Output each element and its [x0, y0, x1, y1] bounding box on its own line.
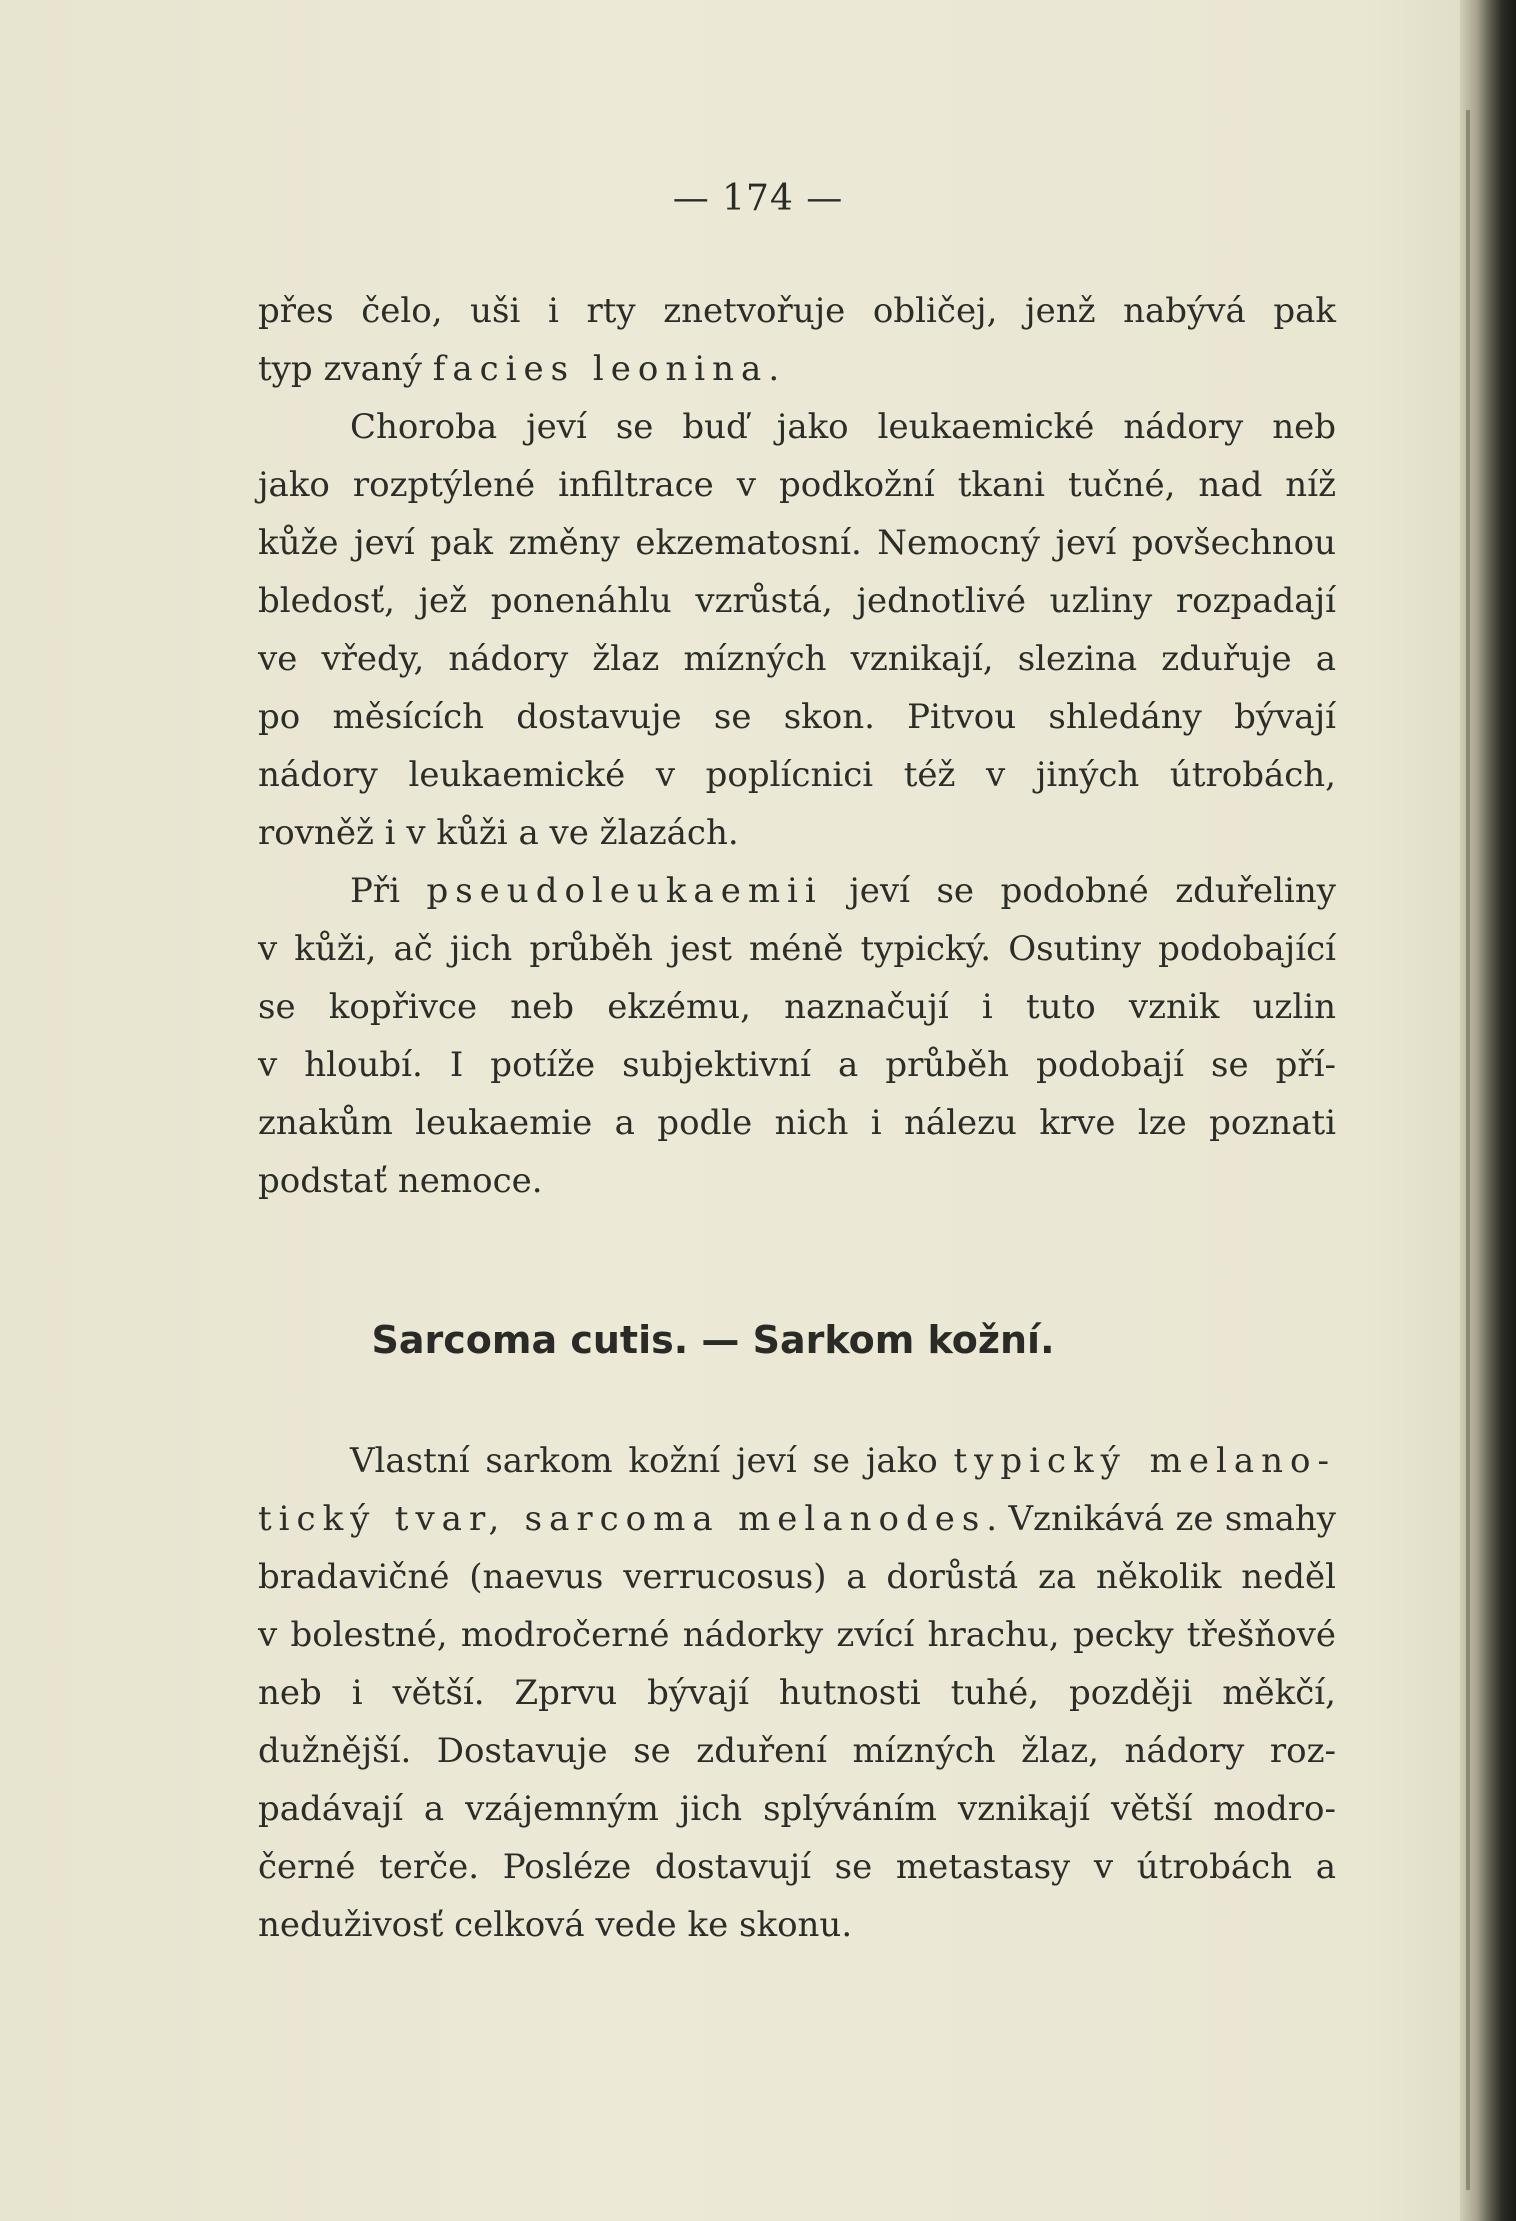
- text-fragment: typ zvaný: [258, 349, 433, 389]
- text-line: dužnější. Dostavuje se zduření mízných žlaz, nádory roz-: [258, 1731, 1336, 1771]
- text-line: znakům leukaemie a podle nich i nálezu krve lze poznati: [258, 1103, 1336, 1143]
- text-section-1: [258, 282, 1336, 1210]
- text-line: bledosť, jež ponenáhlu vzrůstá, jednotlivé uzliny rozpadají: [258, 581, 1336, 621]
- text-fragment: jeví se podobné zduřeliny: [822, 871, 1336, 911]
- paragraph-1: [258, 282, 1336, 398]
- spaced-term-facies-leonina: facies leonina: [432, 349, 769, 389]
- text-line: ve vředy, nádory žlaz mízných vznikají, slezina zduřuje a: [258, 639, 1336, 679]
- paragraph-4: [258, 1432, 1336, 1954]
- spaced-term-typicky-melanoticky: typický melano-: [953, 1441, 1337, 1481]
- text-line: se kopřivce neb ekzému, naznačují i tuto vznik uzlin: [258, 987, 1336, 1027]
- text-line: černé terče. Posléze dostavují se metastasy v útrobách a: [258, 1847, 1336, 1887]
- paragraph-2: [258, 398, 1336, 862]
- text-line: v kůži, ač jich průběh jest méně typický. Osutiny podobající: [258, 929, 1336, 969]
- page-number: — 174 —: [672, 178, 844, 219]
- text-line: v hloubí. I potíže subjektivní a průběh podobají se pří-: [258, 1045, 1336, 1085]
- text-fragment: .: [768, 349, 780, 389]
- text-line: jako rozptýlené infiltrace v podkožní tkani tučné, nad níž: [258, 465, 1336, 505]
- text-line: Choroba jeví se buď jako leukaemické nádory neb: [350, 407, 1336, 447]
- text-line: nádory leukaemické v poplícnici též v jiných útrobách,: [258, 755, 1336, 795]
- text-line: podstať nemoce.: [258, 1161, 543, 1201]
- text-line: [258, 1432, 1336, 1490]
- text-line: bradavičné (naevus verrucosus) a dorůstá za několik neděl: [258, 1557, 1336, 1597]
- text-line: rovněž i v kůži a ve žlazách.: [258, 813, 739, 853]
- text-line: padávají a vzájemným jich splýváním vznikají větší modro-: [258, 1789, 1336, 1829]
- paragraph-3: [258, 862, 1336, 1210]
- text-line: po měsících dostavuje se skon. Pitvou shledány bývají: [258, 697, 1336, 737]
- text-line: kůže jeví pak změny ekzematosní. Nemocný jeví povšechnou: [258, 523, 1336, 563]
- text-line: [258, 340, 1336, 398]
- spaced-term-pseudoleukaemii: pseudoleukaemii: [426, 871, 823, 911]
- text-line: [258, 862, 1336, 920]
- text-section-2: [258, 1432, 1336, 1954]
- text-fragment: Vlastní sarkom kožní jeví se jako: [350, 1441, 954, 1481]
- text-fragment: . Vznikává ze smahy: [986, 1499, 1336, 1539]
- text-fragment: Při: [350, 871, 427, 911]
- text-line: přes čelo, uši i rty znetvořuje obličej, jenž nabývá pak: [258, 291, 1336, 331]
- text-line: neduživosť celková vede ke skonu.: [258, 1905, 853, 1945]
- section-heading: Sarcoma cutis. — Sarkom kožní.: [371, 1318, 1055, 1362]
- text-line: v bolestné, modročerné nádorky zvící hrachu, pecky třešňové: [258, 1615, 1336, 1655]
- spaced-term-sarcoma-melanodes: tický tvar, sarcoma melanodes: [258, 1499, 987, 1539]
- text-line: neb i větší. Zprvu bývají hutnosti tuhé, později měkčí,: [258, 1673, 1336, 1713]
- text-line: [258, 1490, 1336, 1548]
- spine-edge-line: [1466, 110, 1470, 2190]
